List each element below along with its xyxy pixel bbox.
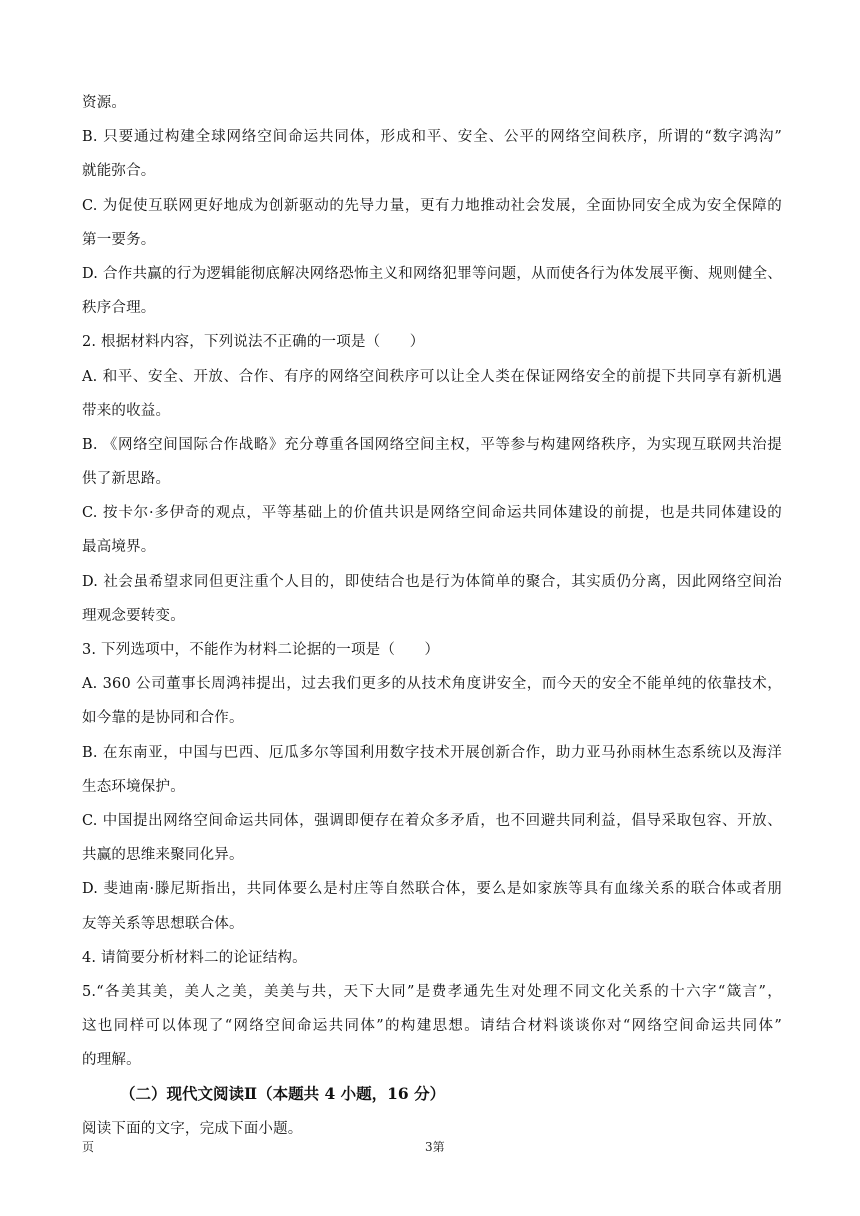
text-line: C. 中国提出网络空间命运共同体，强调即便存在着众多矛盾，也不回避共同利益，倡导采取包容、开放、 [82,812,782,829]
text-line: A. 360 公司董事长周鸿祎提出，过去我们更多的从技术角度讲安全，而今天的安全不能单纯的依靠技术， [82,676,782,693]
footer-page-number: 3第 [425,1140,445,1154]
text-line: 资源。 [82,95,127,111]
footer-page-label: 页 [82,1140,95,1154]
text-line: B. 只要通过构建全球网络空间命运共同体，形成和平、安全、公平的网络空间秩序，所谓的“数字鸿沟” [82,129,782,146]
text-line: 2. 根据材料内容，下列说法不正确的一项是（ ） [82,334,425,351]
text-line: C. 按卡尔·多伊奇的观点，平等基础上的价值共识是网络空间命运共同体建设的前提，也是共同体建设的 [82,505,782,522]
text-line: 供了新思路。 [82,471,171,488]
text-line: 3. 下列选项中，不能作为材料二论据的一项是（ ） [82,642,440,658]
text-line: 就能弥合。 [82,163,156,180]
page-content [82,86,782,1146]
text-line: B. 在东南亚，中国与巴西、厄瓜多尔等国利用数字技术开展创新合作，助力亚马孙雨林生态系统以及海洋 [82,744,782,761]
text-line: C. 为促使互联网更好地成为创新驱动的先导力量，更有力地推动社会发展，全面协同安全成为安全保障的 [82,197,782,214]
text-line: 友等关系等思想联合体。 [82,915,244,932]
text-line: B. 《网络空间国际合作战略》充分尊重各国网络空间主权，平等参与构建网络秩序，为实现互联网共治提 [82,436,782,453]
text-line: 生态环境保护。 [82,778,185,795]
text-line: 秩序合理。 [82,300,156,317]
text-line: 4. 请简要分析材料二的论证结构。 [82,949,307,966]
text-line: 带来的收益。 [82,402,171,419]
section-heading: （二）现代文阅读Ⅱ（本题共 4 小题，16 分） [120,1084,446,1104]
question-text-block [82,86,782,1077]
text-line: 理观念要转变。 [82,607,185,624]
reading-instruction: 阅读下面的文字，完成下面小题。 [82,1120,303,1137]
text-line: 第一要务。 [82,231,156,248]
text-line: 如今靠的是协同和合作。 [82,710,244,727]
text-line: D. 斐迪南·滕尼斯指出，共同体要么是村庄等自然联合体，要么是如家族等具有血缘关系的联合体或者朋 [82,881,782,898]
text-line: 这也同样可以体现了“网络空间命运共同体”的构建思想。请结合材料谈谈你对“网络空间命运共同体” [82,1018,782,1035]
text-line: A. 和平、安全、开放、合作、有序的网络空间秩序可以让全人类在保证网络安全的前提下共同享有新机遇 [82,368,782,385]
text-line: 最高境界。 [82,539,156,556]
text-line: 共赢的思维来聚同化异。 [82,847,244,864]
text-line: D. 社会虽希望求同但更注重个人目的，即使结合也是行为体简单的聚合，其实质仍分离，因此网络空间治 [82,573,782,590]
text-line: 5.“各美其美，美人之美，美美与共，天下大同”是费孝通先生对处理不同文化关系的十六字“箴言”， [82,983,782,1000]
text-line: D. 合作共赢的行为逻辑能彻底解决网络恐怖主义和网络犯罪等问题，从而使各行为体发展平衡、规则健全、 [82,265,782,282]
text-line: 的理解。 [82,1052,141,1069]
